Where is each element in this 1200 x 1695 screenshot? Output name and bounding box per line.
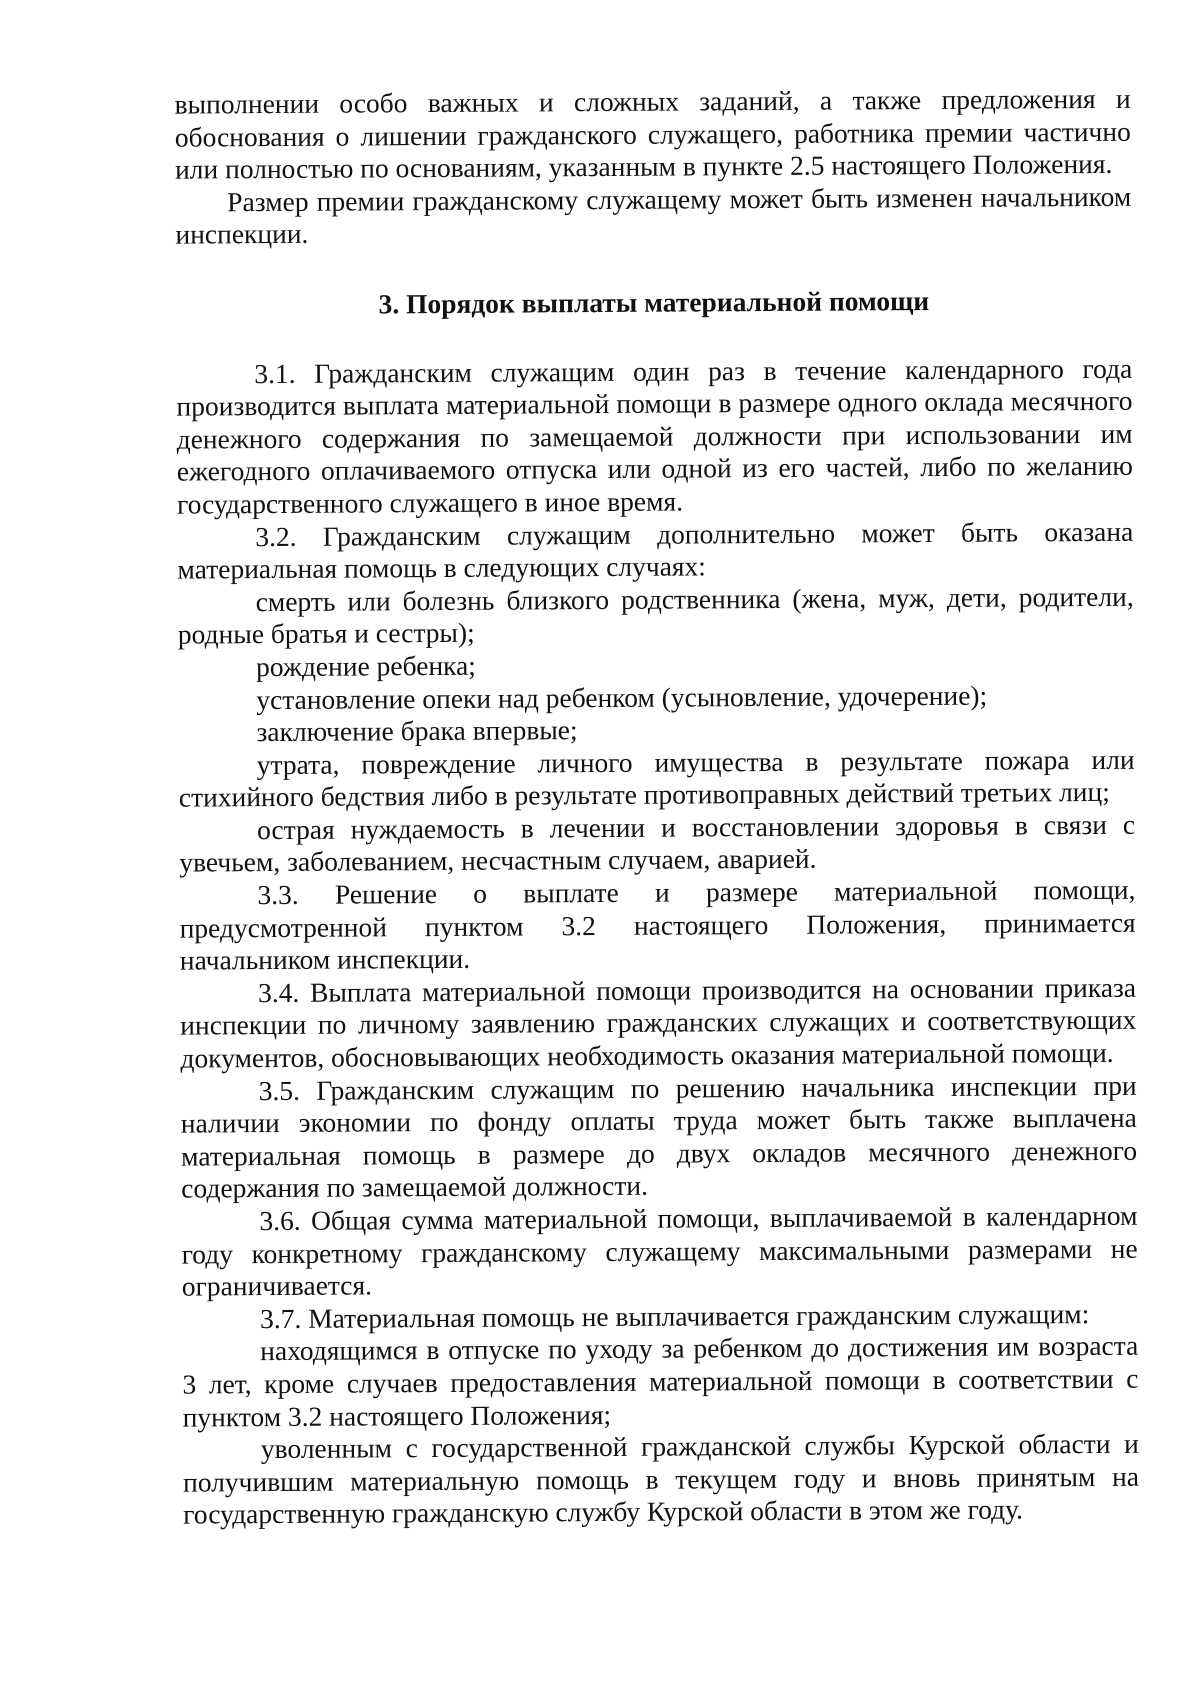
case-guardianship: установление опеки над ребенком (усыновление, удочерение);: [256, 679, 988, 715]
section-heading: 3. Порядок выплаты материальной помощи: [378, 284, 930, 320]
exclusion-parental-leave: находящимся в отпуске по уходу за ребенком до достижения им возраста 3 лет, кроме случаев предоставления материальной помощи в соответствии с пунктом 3.2 настоящего Положения;: [182, 1330, 1139, 1433]
clause-3-3: 3.3. Решение о выплате и размере материальной помощи, предусмотренной пунктом 3.2 настоящего Положения, принимается начальником инспекции.: [179, 873, 1136, 976]
case-property-loss: утрата, повреждение личного имущества в результате пожара или стихийного бедствия либо в результате противоправных действий третьих лиц;: [178, 743, 1135, 813]
case-medical-need: острая нуждаемость в лечении и восстановлении здоровья в связи с увечьем, заболеванием, несчастным случаем, аварией.: [179, 808, 1136, 879]
case-marriage: заключение брака впервые;: [256, 714, 578, 748]
paragraph-continuation: выполнении особо важных и сложных заданий, а также предложения и обоснования о лишении гражданского служащего, работника премии частично или полностью по основаниям, указанным в пункте 2.5 настоящего Положения.: [174, 82, 1131, 185]
clause-3-2: 3.2. Гражданским служащим дополнительно может быть оказана материальная помощь в следующих случаях:: [177, 515, 1134, 585]
paragraph-bonus-size: Размер премии гражданскому служащему может быть изменен начальником инспекции.: [175, 180, 1132, 250]
clause-3-5: 3.5. Гражданским служащим по решению начальника инспекции при наличии экономии по фонду оплаты труда может быть также выплачена материальная помощь в размере до двух окладов месячного денежного содержания по замещаемой должности.: [180, 1069, 1138, 1204]
exclusion-dismissed: уволенным с государственной гражданской службы Курской области и получившим материальную помощь в текущем году и вновь принятым на государственную гражданскую службу Курской области в этом же году.: [182, 1427, 1140, 1530]
clause-3-7: 3.7. Материальная помощь не выплачивается гражданским служащим:: [259, 1297, 1090, 1334]
clause-3-1: 3.1. Гражданским служащим один раз в течение календарного года производится выплата материальной помощи в размере одного оклада месячного денежного содержания по замещаемой должности при использовании им ежегодного оплачиваемого отпуска или одной из его частей, либо по желанию государственного служащего в иное время.: [176, 352, 1133, 520]
case-birth: рождение ребенка;: [255, 649, 476, 683]
case-death-illness: смерть или болезнь близкого родственника (жена, муж, дети, родители, родные братья и сестры);: [177, 580, 1134, 650]
clause-3-4: 3.4. Выплата материальной помощи производится на основании приказа инспекции по личному заявлению гражданских служащих и соответствующих документов, обосновывающих необходимость оказания материальной помощи.: [180, 971, 1137, 1074]
clause-3-6: 3.6. Общая сумма материальной помощи, выплачиваемой в календарном году конкретному гражданскому служащему максимальными размерами не ограничивается.: [181, 1199, 1138, 1302]
